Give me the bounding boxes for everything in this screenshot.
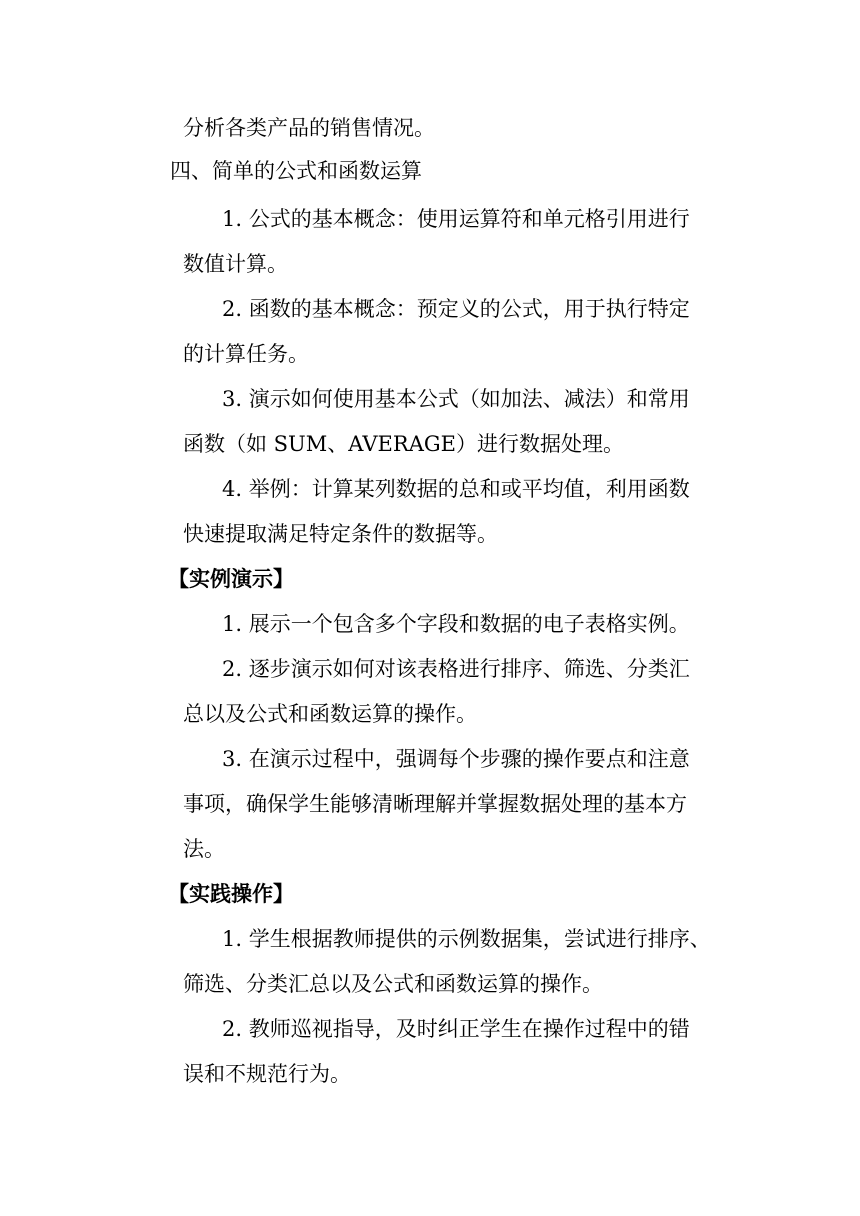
text-line: 数值计算。 bbox=[183, 252, 288, 276]
text-line: 的计算任务。 bbox=[183, 342, 309, 366]
list-item-text: 1. 展示一个包含多个字段和数据的电子表格实例。 bbox=[222, 612, 690, 636]
bold-heading: 【实践操作】 bbox=[168, 882, 294, 906]
list-item-text: 3. 演示如何使用基本公式（如加法、减法）和常用 bbox=[222, 387, 690, 411]
text-line: 函数（如 SUM、AVERAGE）进行数据处理。 bbox=[183, 432, 624, 456]
list-item-text: 1. 公式的基本概念：使用运算符和单元格引用进行 bbox=[222, 207, 690, 231]
list-item-text: 2. 函数的基本概念：预定义的公式，用于执行特定 bbox=[222, 297, 690, 321]
list-item-text: 3. 在演示过程中，强调每个步骤的操作要点和注意 bbox=[222, 747, 690, 771]
text-line: 法。 bbox=[183, 837, 225, 861]
text-line: 总以及公式和函数运算的操作。 bbox=[183, 702, 477, 726]
text-line: 快速提取满足特定条件的数据等。 bbox=[183, 522, 498, 546]
bold-heading: 【实例演示】 bbox=[168, 567, 294, 591]
list-item-text: 4. 举例：计算某列数据的总和或平均值，利用函数 bbox=[222, 477, 690, 501]
list-item-text: 2. 逐步演示如何对该表格进行排序、筛选、分类汇 bbox=[222, 657, 690, 681]
text-line: 误和不规范行为。 bbox=[183, 1062, 351, 1086]
list-item-text: 2. 教师巡视指导，及时纠正学生在操作过程中的错 bbox=[222, 1017, 690, 1041]
text-line: 分析各类产品的销售情况。 bbox=[183, 116, 435, 140]
text-line: 事项，确保学生能够清晰理解并掌握数据处理的基本方 bbox=[183, 792, 687, 816]
text-line: 筛选、分类汇总以及公式和函数运算的操作。 bbox=[183, 972, 603, 996]
list-item-text: 1. 学生根据教师提供的示例数据集，尝试进行排序、 bbox=[222, 927, 711, 951]
section-heading: 四、简单的公式和函数运算 bbox=[170, 159, 422, 183]
